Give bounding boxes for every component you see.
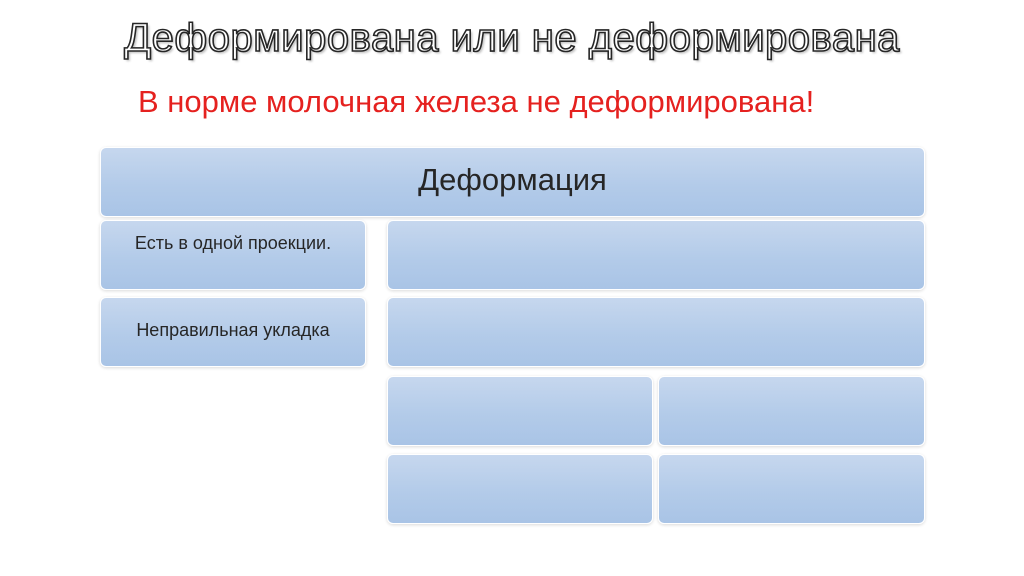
slide-title: Деформирована или не деформирована [124,16,900,60]
diagram-left-label-2: Неправильная укладка [136,319,330,340]
diagram-left-box-1 [100,220,366,290]
diagram-bottom-box-3 [387,454,653,524]
slide-subtitle: В норме молочная железа не деформирована! [138,84,815,119]
diagram-right-box-1 [387,220,925,290]
diagram-header-box [100,147,925,217]
diagram-bottom-box-2 [658,376,925,446]
diagram-bottom-box-1 [387,376,653,446]
diagram-right-box-2 [387,297,925,367]
diagram-header-label: Деформация [418,162,607,197]
diagram-bottom-box-4 [658,454,925,524]
diagram-left-box-2 [100,297,366,367]
diagram-left-label-1: Есть в одной проекции. [134,233,332,253]
